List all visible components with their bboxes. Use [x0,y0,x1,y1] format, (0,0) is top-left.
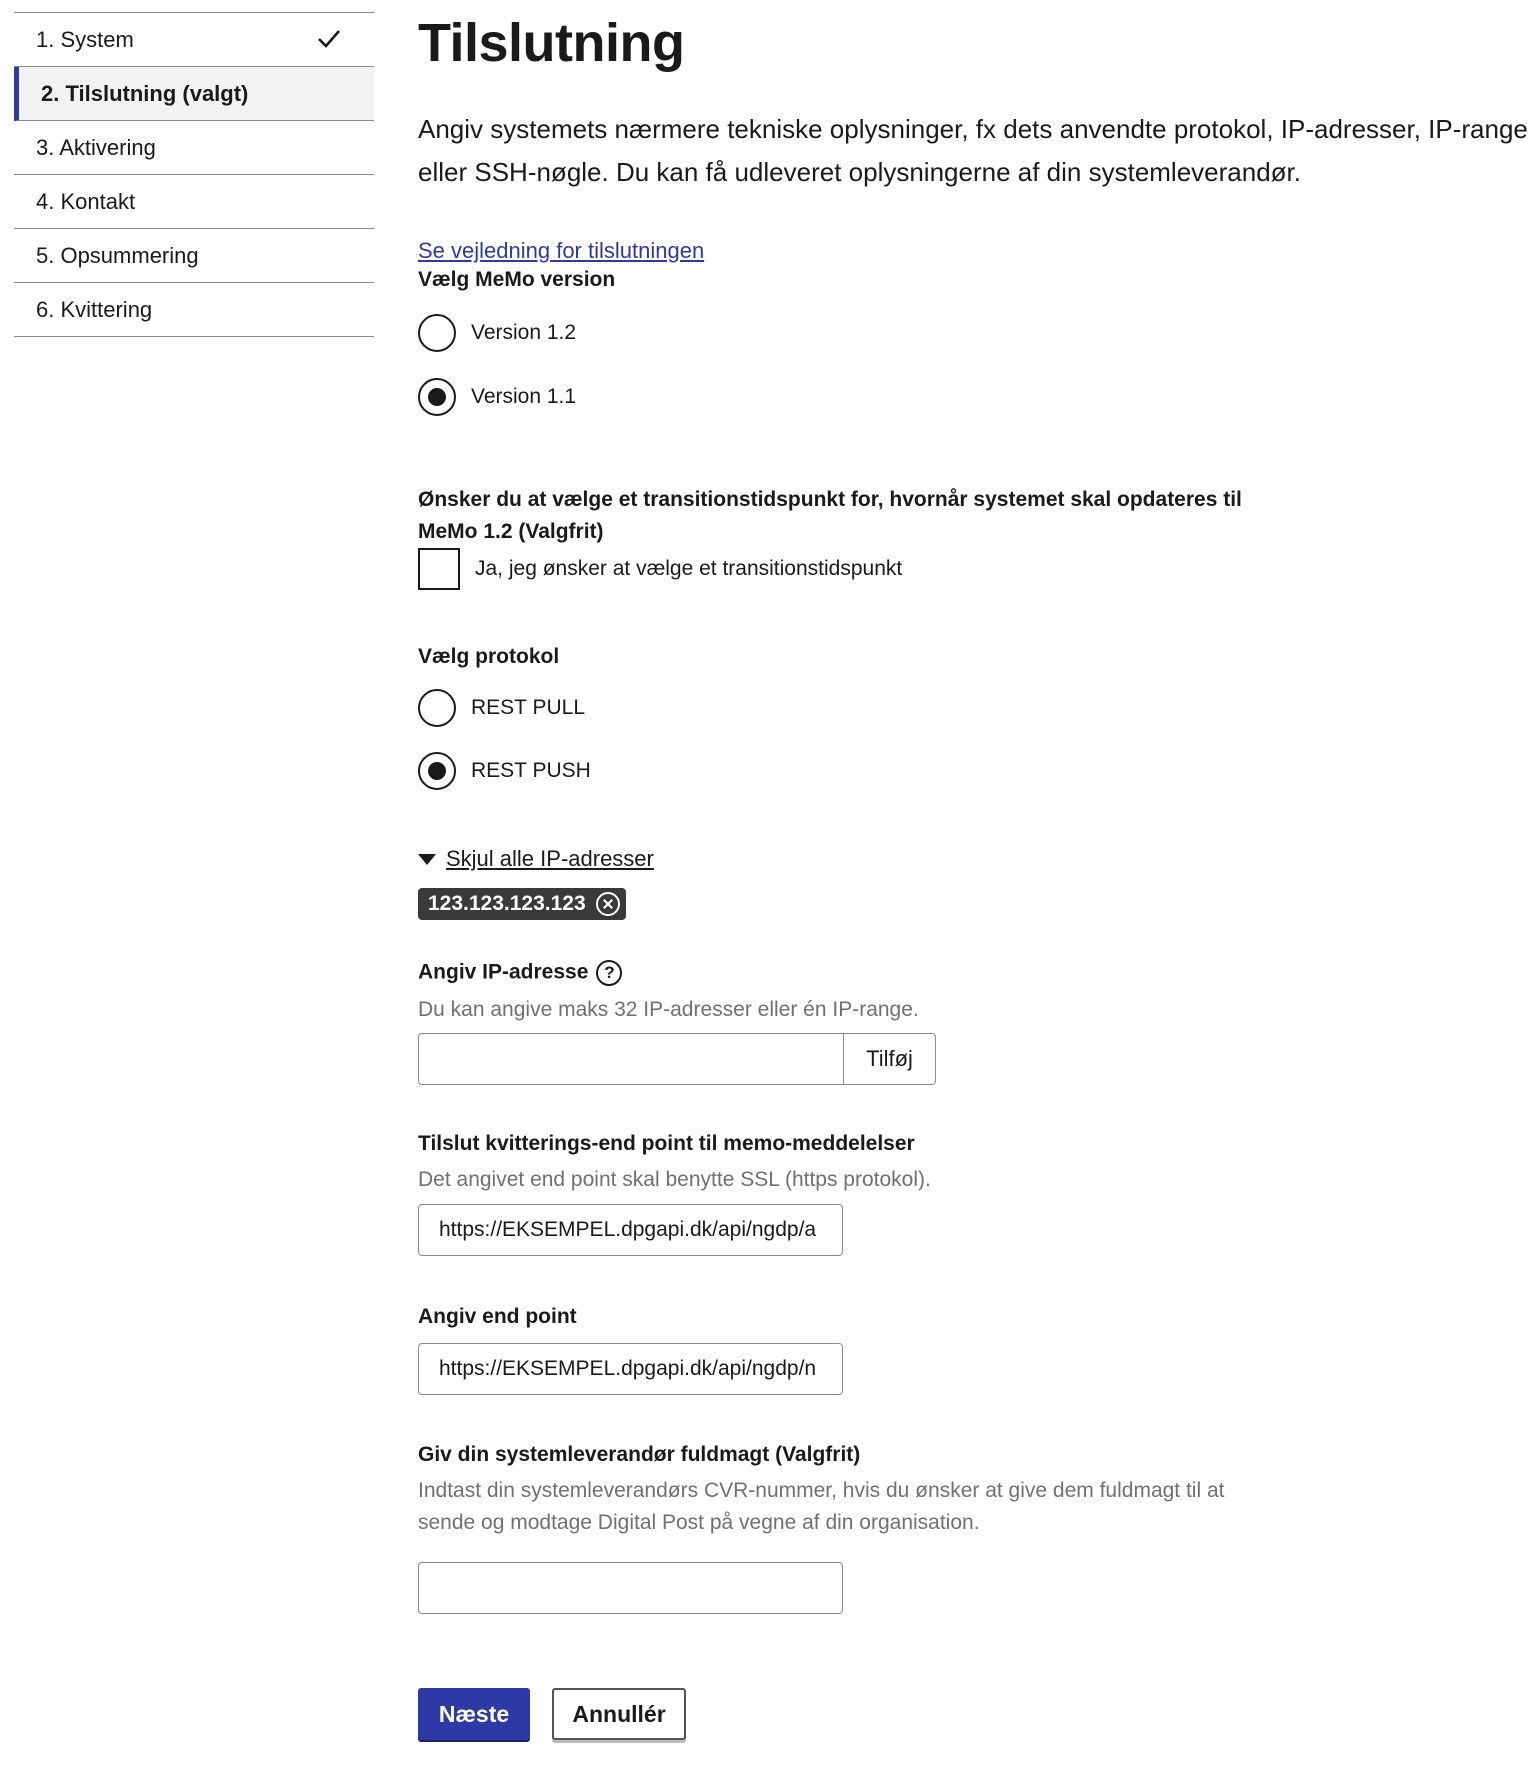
step-system[interactable] [14,13,374,67]
endpoint-label: Angiv end point [418,1305,577,1328]
radio-button[interactable] [418,314,456,352]
radio-label: REST PULL [471,696,585,719]
step-label: 5. Opsummering [36,242,199,268]
transition-checkbox[interactable] [418,548,460,590]
radio-button[interactable] [418,752,456,790]
receipt-endpoint-label: Tilslut kvitterings-end point til memo-meddelelser [418,1132,915,1155]
radio-label: Version 1.2 [471,321,577,344]
power-of-attorney-label: Giv din systemleverandør fuldmagt (Valgfrit) [418,1443,861,1466]
endpoint-input[interactable] [418,1343,843,1395]
step-label: 4. Kontakt [36,188,136,214]
toggle-label: Skjul alle IP-adresser [446,846,654,871]
ip-address-tag [418,888,626,920]
step-kvittering[interactable] [14,283,374,337]
radio-button[interactable] [418,378,456,416]
remove-circle-icon[interactable] [596,892,620,916]
ip-label-text: Angiv IP-adresse [418,960,589,984]
ip-tag-label: 123.123.123.123 [428,892,586,915]
ip-input-group [418,1033,936,1085]
radio-version-1-2[interactable] [418,311,576,355]
step-label: 6. Kvittering [36,296,153,322]
receipt-endpoint-hint: Det angivet end point skal benytte SSL (https protokol). [418,1168,931,1191]
intro-text: Angiv systemets nærmere tekniske oplysninger, fx dets anvendte protokol, IP-adresser, IP-range eller SSH-nøgle. Du kan få udleveret oplysningerne af din systemleverandør. [418,114,1528,187]
step-tilslutning[interactable] [14,67,374,121]
transition-question: Ønsker du at vælge et transitionstidspunkt for, hvornår systemet skal opdateres til MeMo 1.2 (Valgfrit) [418,488,1242,543]
step-label: 2. Tilslutning (valgt) [41,80,249,106]
ip-address-input[interactable] [418,1033,843,1085]
cvr-input[interactable] [418,1562,843,1614]
power-of-attorney-hint: Indtast din systemleverandørs CVR-nummer, hvis du ønsker at give dem fuldmagt til at sende og modtage Digital Post på vegne af din organisation. [418,1479,1225,1534]
memo-version-label: Vælg MeMo version [418,268,616,291]
radio-label: REST PUSH [471,759,591,782]
step-opsummering[interactable] [14,229,374,283]
step-aktivering[interactable] [14,121,374,175]
step-navigation [14,12,374,337]
radio-rest-pull[interactable] [418,686,585,730]
radio-button[interactable] [418,689,456,727]
checkmark-icon [316,26,342,52]
receipt-endpoint-input[interactable] [418,1204,843,1256]
step-kontakt[interactable] [14,175,374,229]
cancel-button[interactable]: Annullér [552,1688,686,1740]
add-ip-button[interactable]: Tilføj [843,1033,936,1085]
help-icon[interactable]: ? [596,960,622,986]
protocol-label: Vælg protokol [418,645,560,668]
transition-checkbox-row[interactable] [418,546,902,592]
checkbox-label: Ja, jeg ønsker at vælge et transitionstidspunkt [475,557,903,580]
page-title: Tilslutning [418,13,685,73]
ip-input-hint: Du kan angive maks 32 IP-adresser eller én IP-range. [418,998,919,1021]
ip-input-label [418,960,622,986]
step-label: 3. Aktivering [36,134,156,160]
guide-link[interactable]: Se vejledning for tilslutningen [418,238,705,263]
radio-rest-push[interactable] [418,749,591,793]
hide-ip-toggle[interactable] [418,846,654,872]
radio-label: Version 1.1 [471,385,577,408]
radio-version-1-1[interactable] [418,375,576,419]
next-button[interactable]: Næste [418,1688,530,1740]
step-label: 1. System [36,26,134,52]
caret-down-icon [418,854,436,865]
